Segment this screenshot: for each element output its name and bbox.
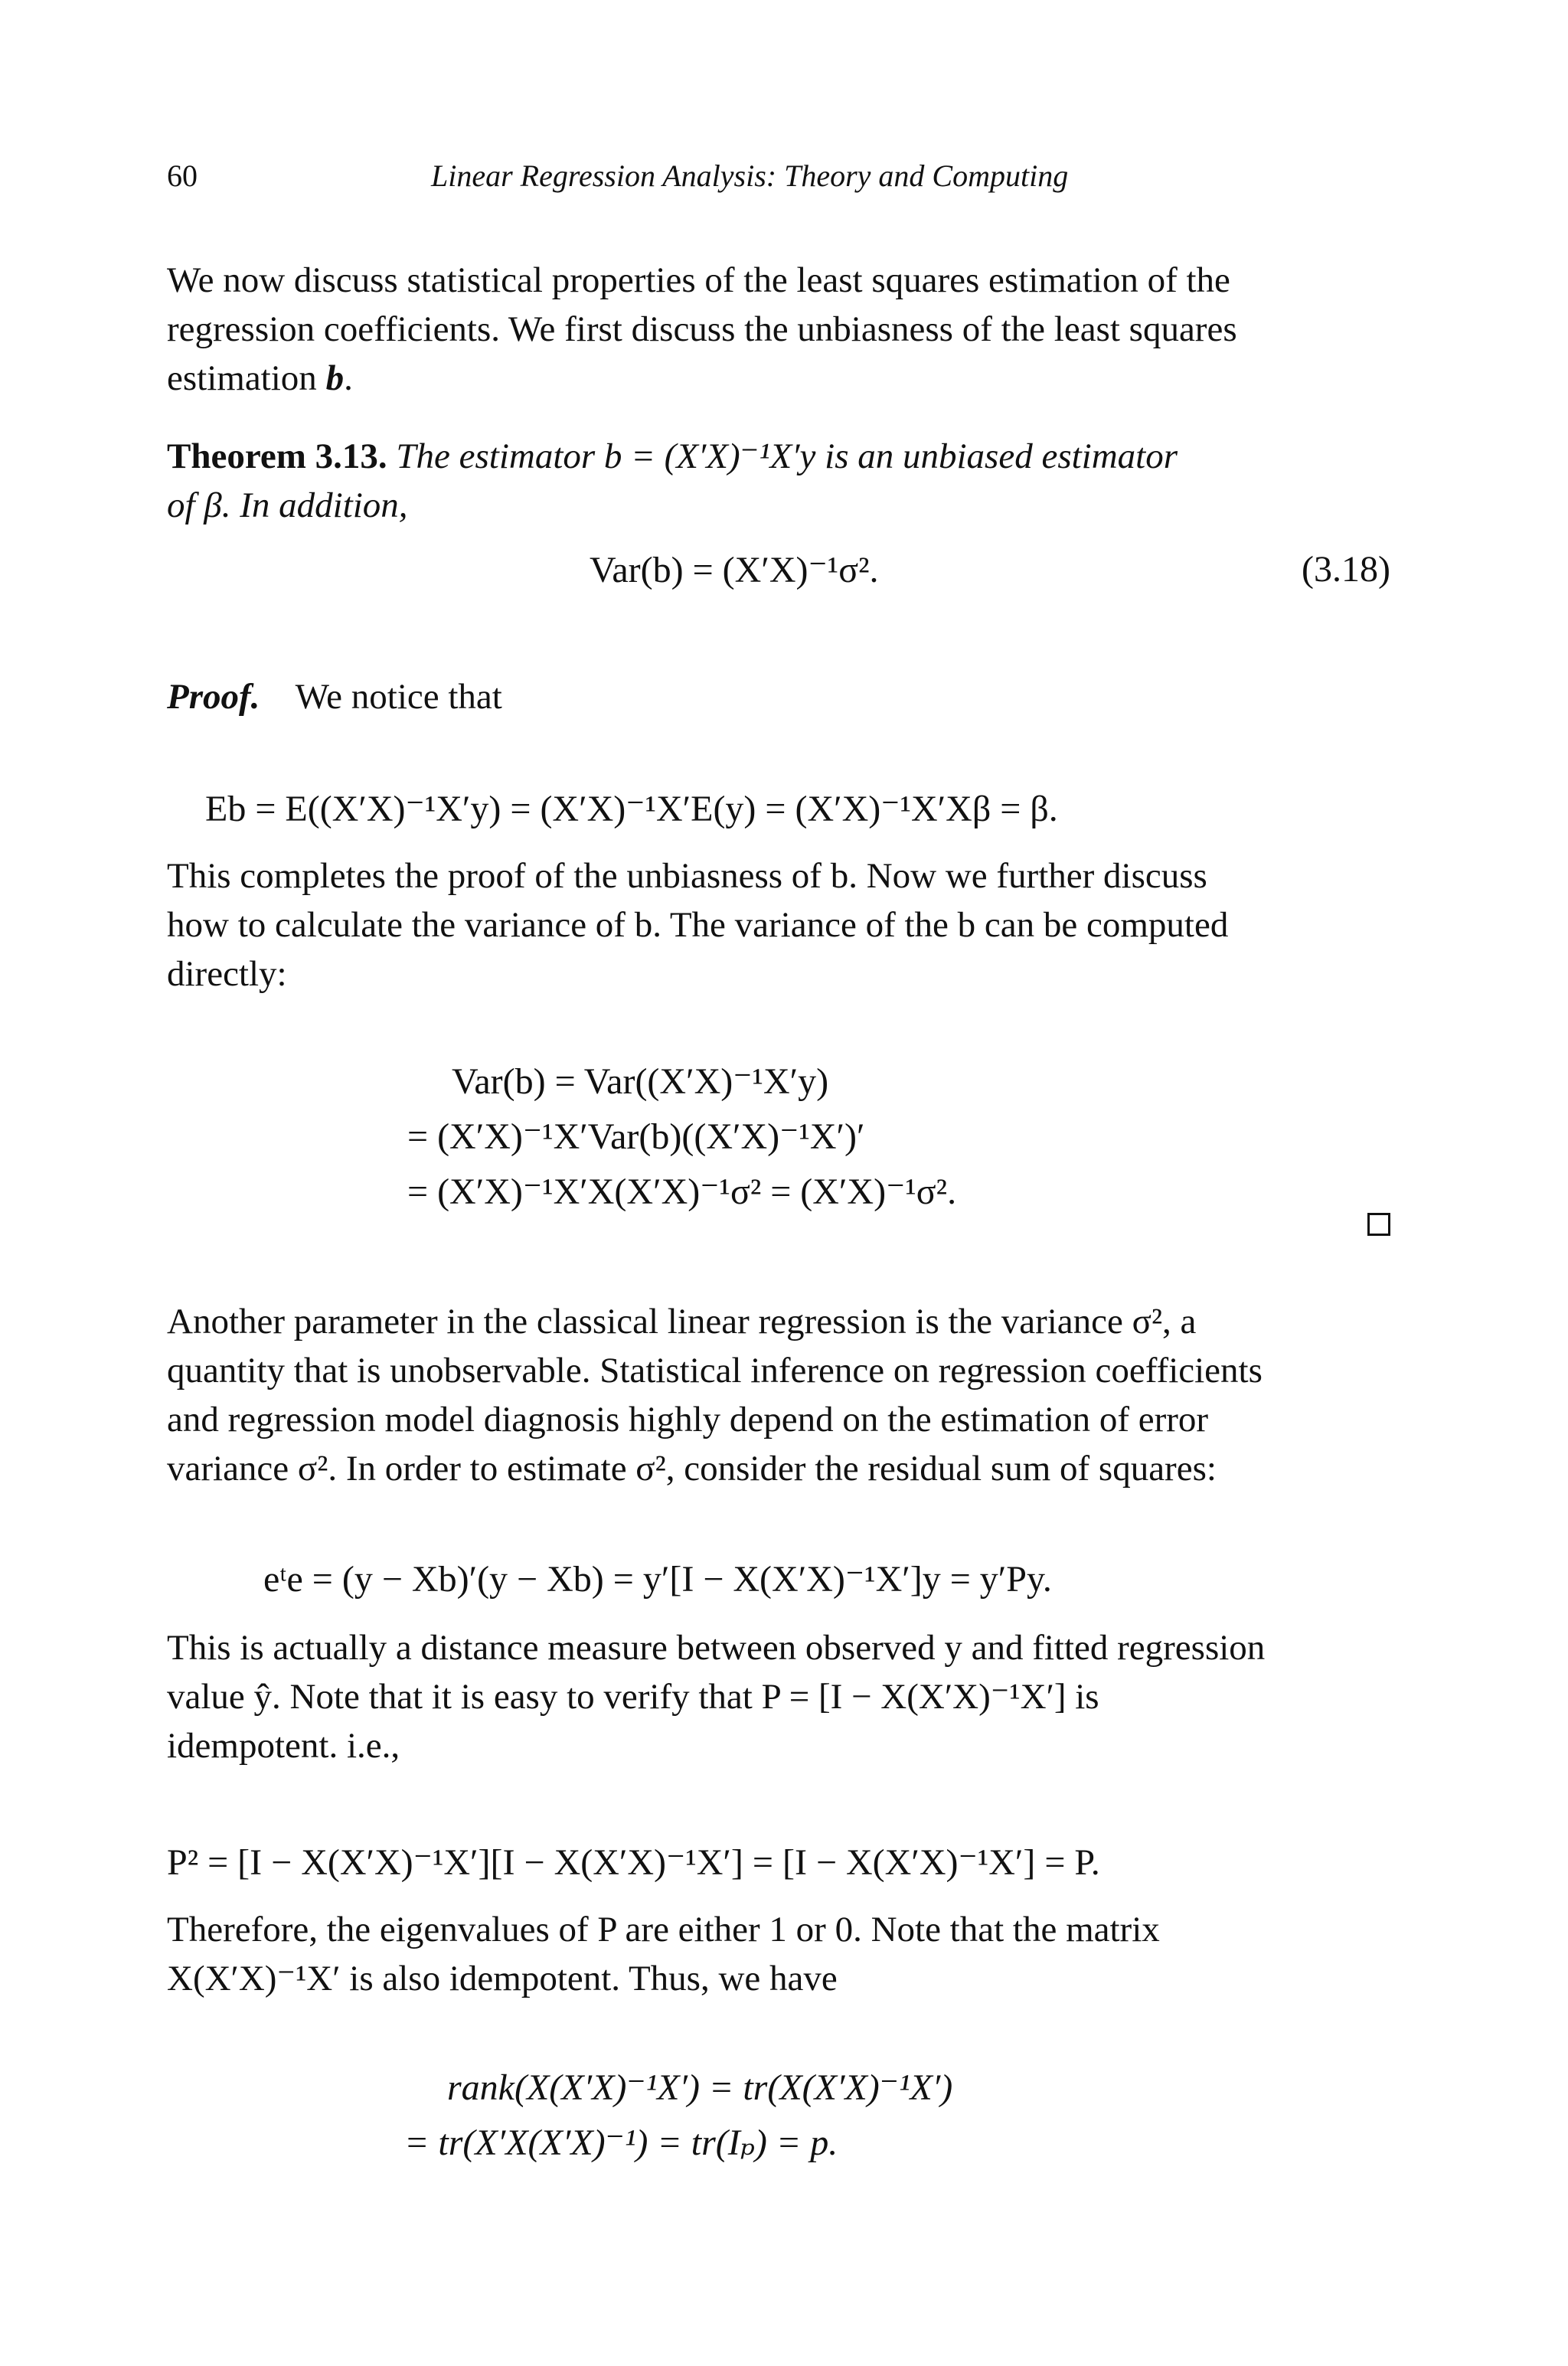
variance-line-1: Var(b) = Var((X′X)⁻¹X′y): [452, 1061, 829, 1102]
idempotent-equation: P² = [I − X(X′X)⁻¹X′][I − X(X′X)⁻¹X′] = [I − X(X′X)⁻¹X′] = P.: [167, 1842, 1100, 1883]
sigma-line-2: quantity that is unobservable. Statistical inference on regression coefficients: [167, 1351, 1263, 1391]
variance-line-2: = (X′X)⁻¹X′Var(b)((X′X)⁻¹X′)′: [407, 1116, 865, 1157]
running-title: Linear Regression Analysis: Theory and Computing: [431, 158, 1069, 193]
proof-after-2: how to calculate the variance of b. The variance of the b can be computed: [167, 905, 1229, 945]
proof-intro: Proof. We notice that: [167, 677, 502, 717]
theorem-line-1: [167, 432, 1178, 481]
rss-equation: eᵗe = (y − Xb)′(y − Xb) = y′[I − X(X′X)⁻¹X′]y = y′Py.: [263, 1559, 1052, 1600]
qed-square-icon: [1367, 1213, 1390, 1236]
eigen-line-1: Therefore, the eigenvalues of P are either 1 or 0. Note that the matrix: [167, 1910, 1160, 1949]
expectation-equation: Eb = E((X′X)⁻¹X′y) = (X′X)⁻¹X′E(y) = (X′X)⁻¹X′Xβ = β.: [205, 789, 1058, 829]
rank-line-1: rank(X(X′X)⁻¹X′) = tr(X(X′X)⁻¹X′): [447, 2067, 953, 2108]
variance-line-3: = (X′X)⁻¹X′X(X′X)⁻¹σ² = (X′X)⁻¹σ².: [407, 1172, 957, 1212]
equation-number: (3.18): [1302, 549, 1390, 590]
intro-line-2: regression coefficients. We first discuss the unbiasness of the least squares: [167, 309, 1237, 349]
eigen-line-2: X(X′X)⁻¹X′ is also idempotent. Thus, we have: [167, 1959, 838, 1998]
intro-line-1: We now discuss statistical properties of the least squares estimation of the: [167, 260, 1230, 300]
proof-after-1: This completes the proof of the unbiasness of b. Now we further discuss: [167, 856, 1207, 896]
rss-after-1: This is actually a distance measure between observed y and fitted regression: [167, 1628, 1266, 1668]
sigma-line-3: and regression model diagnosis highly depend on the estimation of error: [167, 1400, 1209, 1440]
theorem-label: Theorem 3.13.: [167, 436, 387, 476]
proof-after-3: directly:: [167, 954, 287, 994]
rss-after-2: value ŷ. Note that it is easy to verify that P = [I − X(X′X)⁻¹X′] is: [167, 1677, 1099, 1717]
theorem-statement-2: of β. In addition,: [167, 485, 408, 525]
theorem-statement-1: The estimator b = (X′X)⁻¹X′y is an unbiased estimator: [396, 436, 1178, 476]
sigma-line-4: variance σ². In order to estimate σ², consider the residual sum of squares:: [167, 1449, 1217, 1489]
rank-line-2: = tr(X′X(X′X)⁻¹) = tr(Iₚ) = p.: [404, 2123, 838, 2163]
page-number: 60: [167, 158, 198, 193]
rss-after-3: idempotent. i.e.,: [167, 1726, 400, 1766]
intro-line-3: estimation b.: [167, 358, 353, 398]
equation-var-b: Var(b) = (X′X)⁻¹σ².: [590, 550, 879, 590]
sigma-line-1: Another parameter in the classical linear regression is the variance σ², a: [167, 1302, 1197, 1341]
proof-label: Proof.: [167, 677, 260, 717]
